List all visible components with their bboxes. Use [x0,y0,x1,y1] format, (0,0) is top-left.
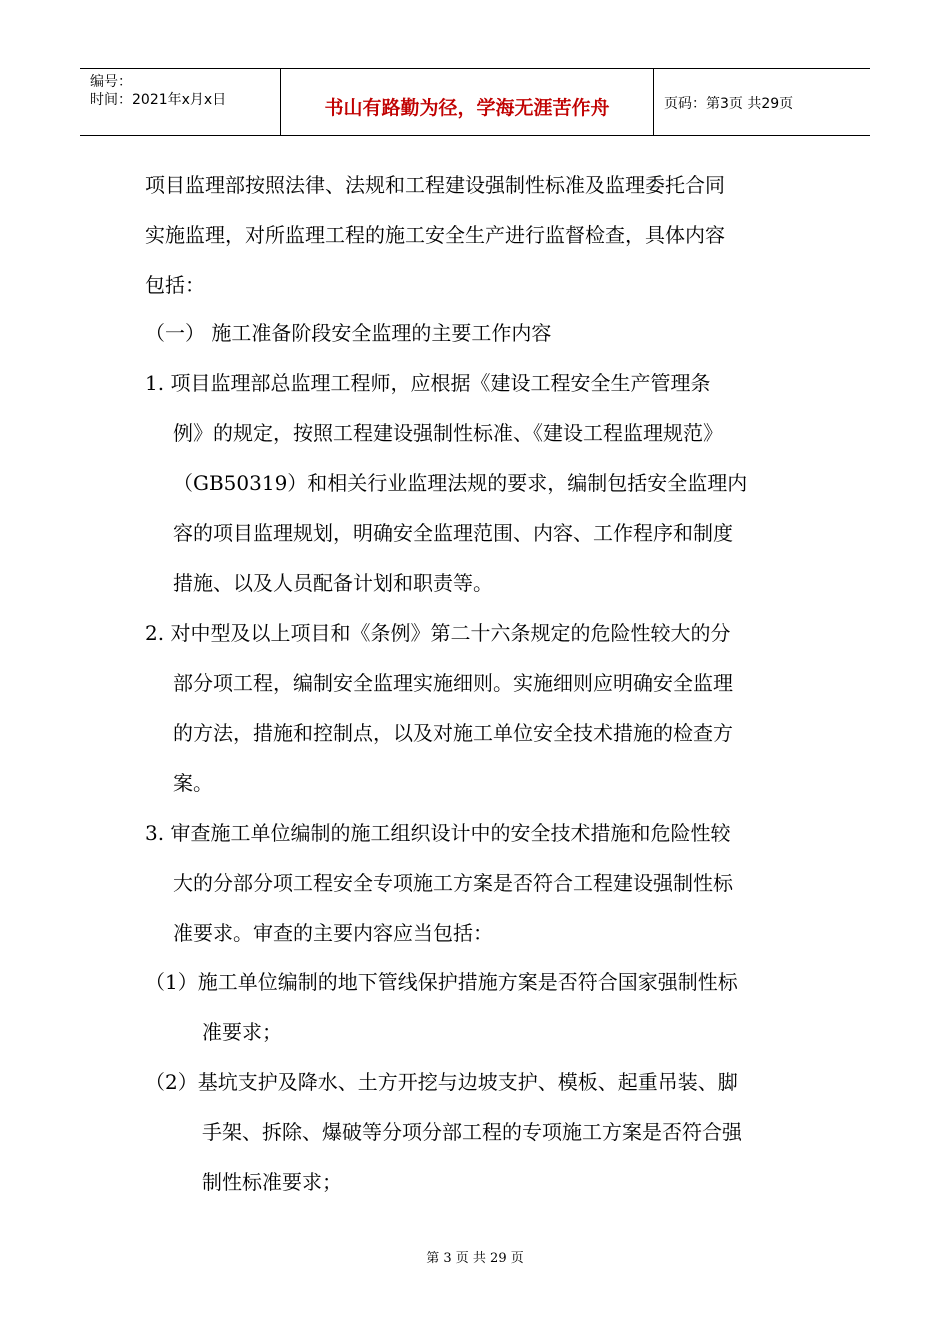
list-item: 2. 对中型及以上项目和《条例》第二十六条规定的危险性较大的分 [145,621,731,645]
sub-list-item: （2）基坑支护及降水、土方开挖与边坡支护、模板、起重吊装、脚 [145,1070,738,1094]
body-line: （GB50319）和相关行业监理法规的要求，编制包括安全监理内 [173,471,748,495]
sub-list-item: （1）施工单位编制的地下管线保护措施方案是否符合国家强制性标 [145,970,738,994]
body-line: 包括： [145,273,205,297]
body-line: 准要求； [202,1020,282,1044]
page-footer: 第 3 页 共 29 页 [426,1251,524,1266]
body-line: 例》的规定，按照工程建设强制性标准、《建设工程监理规范》 [173,421,723,445]
header-page-info: 页码：第3页 共29页 [664,96,794,112]
list-item: 3. 审查施工单位编制的施工组织设计中的安全技术措施和危险性较 [145,821,731,845]
body-line: 措施、以及人员配备计划和职责等。 [173,571,493,595]
list-item: 1. 项目监理部总监理工程师，应根据《建设工程安全生产管理条 [145,371,711,395]
body-line: 手架、拆除、爆破等分项分部工程的专项施工方案是否符合强 [202,1120,742,1144]
document-number-label: 编号： [90,74,132,90]
body-line: 部分项工程，编制安全监理实施细则。实施细则应明确安全监理 [173,671,733,695]
document-time-label: 时间：2021年x月x日 [90,92,227,108]
body-line: 项目监理部按照法律、法规和工程建设强制性标准及监理委托合同 [145,173,725,197]
section-heading: （一） 施工准备阶段安全监理的主要工作内容 [145,321,552,345]
body-line: 准要求。审查的主要内容应当包括： [173,921,493,945]
body-line: 制性标准要求； [202,1170,342,1194]
page-header [80,68,870,136]
body-line: 大的分部分项工程安全专项施工方案是否符合工程建设强制性标 [173,871,733,895]
body-line: 的方法，措施和控制点，以及对施工单位安全技术措施的检查方 [173,721,733,745]
body-line: 容的项目监理规划，明确安全监理范围、内容、工作程序和制度 [173,521,733,545]
header-divider [653,69,654,136]
body-line: 实施监理，对所监理工程的施工安全生产进行监督检查，具体内容 [145,223,725,247]
header-meta [90,73,226,109]
header-motto: 书山有路勤为径，学海无涯苦作舟 [324,97,610,119]
body-line: 案。 [173,771,213,795]
